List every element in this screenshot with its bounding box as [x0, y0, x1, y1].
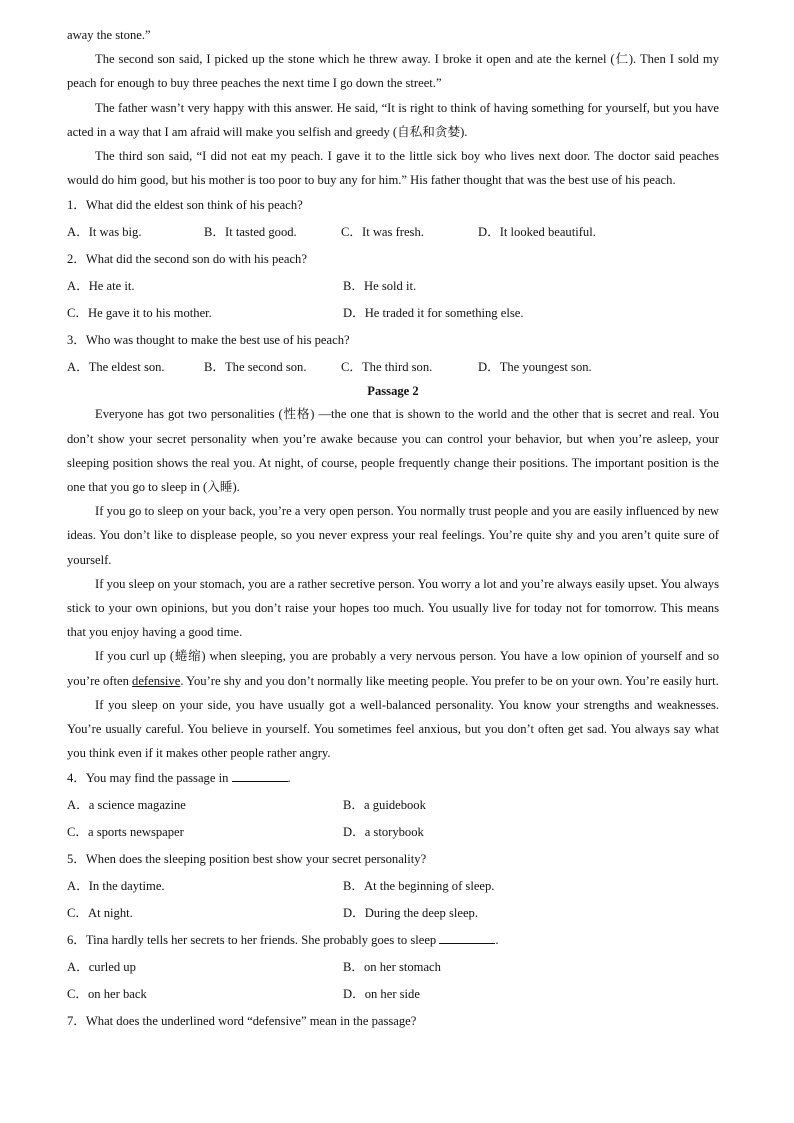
q6-option-a[interactable]: A．curled up [67, 960, 136, 975]
q4-option-c[interactable]: C．a sports newspaper [67, 825, 184, 840]
q6-stem-text: 6．Tina hardly tells her secrets to her friends. She probably goes to sleep [67, 933, 437, 948]
question-2-options-row2 [67, 300, 719, 327]
question-5-options-row2 [67, 900, 719, 927]
q5-option-c[interactable]: C．At night. [67, 906, 133, 921]
q6-stem-end: . [495, 933, 499, 948]
q2-option-a[interactable]: A．He ate it. [67, 279, 135, 294]
q3-option-d[interactable]: D．The youngest son. [478, 360, 592, 375]
passage1-paragraph-father-reply: The father wasn’t very happy with this answer. He said, “It is right to think of having something for yourself, but you have acted in a way that I am afraid will make you selfish and greedy (自私和贪婪). [67, 100, 719, 139]
q1-option-b[interactable]: B．It tasted good. [204, 225, 297, 240]
q6-option-d[interactable]: D．on her side [343, 987, 420, 1002]
question-6-options-row1 [67, 954, 719, 981]
p4-text-after: . You’re shy and you don’t normally like meeting people. You prefer to be on your own. You’re easily hurt. [180, 673, 719, 688]
question-1-stem: 1．What did the eldest son think of his peach? [67, 198, 303, 213]
q1-option-a[interactable]: A．It was big. [67, 225, 142, 240]
passage1-paragraph-third-son: The third son said, “I did not eat my peach. I gave it to the little sick boy who lives next door. The doctor said peaches would do him good, but his mother is too poor to buy any for him.” His father thought that was the best use of his peach. [67, 149, 719, 188]
question-4-options-row2 [67, 819, 719, 846]
passage2-paragraph-5: If you sleep on your side, you have usually got a well-balanced personality. You know your strengths and weaknesses. You’re usually careful. You believe in yourself. You sometimes feel anxious, but you don’t often get sad. You always say what you think even if it makes other people rather angry. [67, 697, 719, 761]
q2-option-d[interactable]: D．He traded it for something else. [343, 306, 524, 321]
question-2-stem: 2．What did the second son do with his peach? [67, 252, 307, 267]
q6-option-c[interactable]: C．on her back [67, 987, 147, 1002]
passage2-paragraph-2: If you go to sleep on your back, you’re a very open person. You normally trust people and you are easily influenced by new ideas. You don’t like to displease people, so you never express your real feelings. You’re quite shy and you aren’t quite sure of yourself. [67, 504, 719, 567]
question-5-stem: 5．When does the sleeping position best show your secret personality? [67, 852, 427, 867]
question-1-options [67, 219, 719, 246]
question-7-stem: 7．What does the underlined word “defensive” mean in the passage? [67, 1014, 417, 1029]
worksheet-page [67, 23, 719, 1035]
passage-2-title: Passage 2 [367, 384, 419, 399]
q1-option-d[interactable]: D．It looked beautiful. [478, 225, 596, 240]
underlined-word-defensive: defensive [132, 673, 181, 688]
passage1-tail-line: away the stone.” [67, 28, 151, 42]
passage2-paragraph-1: Everyone has got two personalities (性格) —the one that is shown to the world and the other that is secret and real. You don’t show your secret personality when you’re awake because you can control your behavior, but when you’re asleep, your sleeping position shows the real you. At night, of course, people frequently change their positions. The important position is the one that you go to sleep in (入睡). [67, 407, 719, 495]
q5-option-d[interactable]: D．During the deep sleep. [343, 906, 478, 921]
q4-option-b[interactable]: B．a guidebook [343, 798, 426, 813]
q4-stem-text: 4．You may find the passage in [67, 771, 229, 786]
q4-answer-blank[interactable] [232, 769, 288, 782]
question-2-options-row1 [67, 273, 719, 300]
q2-option-c[interactable]: C．He gave it to his mother. [67, 306, 212, 321]
question-6-options-row2 [67, 981, 719, 1008]
q3-option-c[interactable]: C．The third son. [341, 360, 433, 375]
question-4-options-row1 [67, 792, 719, 819]
q6-answer-blank[interactable] [439, 931, 495, 944]
q3-option-a[interactable]: A．The eldest son. [67, 360, 165, 375]
q6-option-b[interactable]: B．on her stomach [343, 960, 441, 975]
question-3-options [67, 354, 719, 381]
passage1-paragraph-second-son: The second son said, I picked up the stone which he threw away. I broke it open and ate the kernel (仁). Then I sold my peach for enough to buy three peaches the next time I go down the street.” [67, 52, 719, 91]
q4-option-d[interactable]: D．a storybook [343, 825, 424, 840]
p4-text-before: If you curl up (蜷缩) when sleeping, you are probably a very nervous person. You have a low opinion of yourself and so you’re often [67, 649, 719, 688]
passage2-paragraph-3: If you sleep on your stomach, you are a rather secretive person. You worry a lot and you’re always easily upset. You always stick to your own opinions, but you don’t raise your hopes too much. You usually live for today not for tomorrow. This means that you enjoy having a good time. [67, 576, 719, 640]
question-6-stem [67, 927, 719, 954]
q2-option-b[interactable]: B．He sold it. [343, 279, 417, 294]
question-3-stem: 3．Who was thought to make the best use of his peach? [67, 333, 350, 348]
passage2-paragraph-4 [67, 644, 719, 692]
q5-option-a[interactable]: A．In the daytime. [67, 879, 165, 894]
q4-option-a[interactable]: A．a science magazine [67, 798, 186, 813]
q3-option-b[interactable]: B．The second son. [204, 360, 307, 375]
question-4-stem [67, 765, 719, 792]
q1-option-c[interactable]: C．It was fresh. [341, 225, 424, 240]
question-5-options-row1 [67, 873, 719, 900]
q4-stem-end: . [287, 771, 291, 786]
q5-option-b[interactable]: B．At the beginning of sleep. [343, 879, 495, 894]
